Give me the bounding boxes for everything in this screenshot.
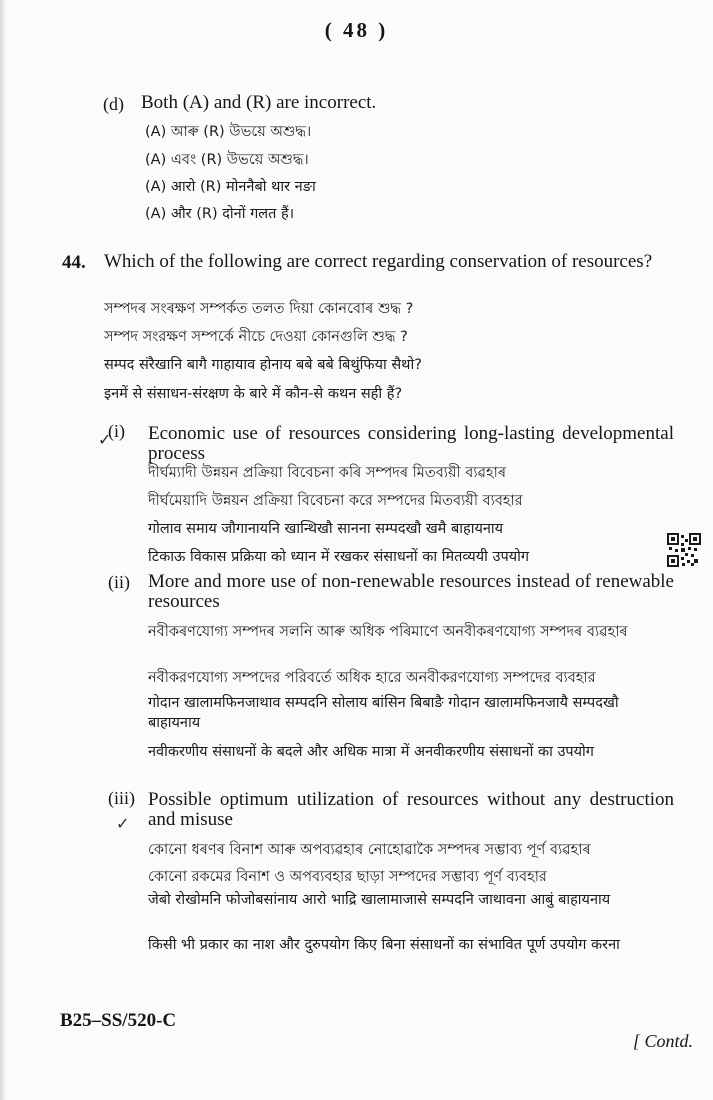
question-translation-hindi: इनमें से संसाधन-संरक्षण के बारे में कौन-से कथन सही हैं? [104,386,403,402]
translation-hindi: (A) और (R) दोनों गलत हैं। [145,206,295,222]
translation-hindi: किसी भी प्रकार का नाश और दुरुपयोग किए बिना संसाधनों का संभावित पूर्ण उपयोग करना [148,937,620,953]
translation-bodo: जेबो रोखोमनि फोजोबसांनाय आरो भाद्रि खालामाजासे सम्पदनि जाथावना आबुं बाहायनाय [148,892,611,908]
question-number: 44. [62,252,86,273]
question-translation-assamese: সম্পদৰ সংৰক্ষণ সম্পৰ্কত তলত দিয়া কোনবোৰ শুদ্ধ ? [104,301,414,317]
paper-code: B25–SS/520-C [60,1010,177,1031]
option-text: Economic use of resources considering long-lasting developmental process [148,423,674,464]
option-label: (i) [108,421,125,441]
translation-assamese: (A) আৰু (R) উভয়ে অশুদ্ধ। [145,124,312,140]
translation-assamese: কোনো ধৰণৰ বিনাশ আৰু অপব্যৱহাৰ নোহোৱাকৈ সম্পদৰ সম্ভাব্য পূৰ্ণ ব্যৱহাৰ [148,842,591,858]
translation-assamese: নবীকৰণযোগ্য সম্পদৰ সলনি আৰু অধিক পৰিমাণে অনবীকৰণযোগ্য সম্পদৰ ব্যৱহাৰ [148,624,628,640]
translation-bodo: गोदान खालामफिनजाथाव सम्पदनि सोलाय बांसिन बिबाङै गोदान खालामफिनजायै सम्पदखौ बाहायनाय [148,695,619,731]
page-number: ( 48 ) [324,18,389,42]
translation-bodo: (A) आरो (R) मोननैबो थार नङा [145,179,316,195]
question-translation-bengali: সম্পদ সংরক্ষণ সম্পর্কে নীচে দেওয়া কোনগুলি শুদ্ধ ? [104,329,408,345]
translation-bengali: কোনো রকমের বিনাশ ও অপব্যবহার ছাড়া সম্পদের সম্ভাব্য পূর্ণ ব্যবহার [148,869,547,885]
scan-shadow-edge [0,0,6,1100]
continued-label: [ Contd. [633,1031,694,1051]
option-text: Both (A) and (R) are incorrect. [141,92,377,113]
translation-bengali: (A) এবং (R) উভয়ে অশুদ্ধ। [145,152,309,168]
translation-bengali: দীর্ঘমেয়াদি উন্নয়ন প্রক্রিয়া বিবেচনা করে সম্পদের মিতব্যয়ী ব্যবহার [148,493,523,509]
question-text: Which of the following are correct regarding conservation of resources? [104,251,653,272]
translation-hindi: नवीकरणीय संसाधनों के बदले और अधिक मात्रा में अनवीकरणीय संसाधनों का उपयोग [148,744,594,760]
option-label: (d) [103,94,124,114]
translation-hindi: टिकाऊ विकास प्रक्रिया को ध्यान में रखकर संसाधनों का मितव्ययी उपयोग [148,549,530,565]
tick-mark: ✓ [116,814,130,833]
translation-assamese: দীৰ্ঘম্যাদী উন্নয়ন প্ৰক্ৰিয়া বিবেচনা কৰি সম্পদৰ মিতব্যয়ী ব্যৱহাৰ [148,465,507,481]
tick-mark: ✓ [98,430,112,449]
translation-bengali: নবীকরণযোগ্য সম্পদের পরিবর্তে অধিক হারে অনবীকরণযোগ্য সম্পদের ব্যবহার [148,670,596,686]
option-label: (ii) [108,572,130,592]
question-translation-bodo: सम्पद संरैखानि बागै गाहायाव होनाय बबे बबे बिथुंफिया सैथो? [104,357,422,373]
option-text: More and more use of non-renewable resources instead of renewable resources [148,571,674,612]
option-label: (iii) [108,788,135,808]
qr-code-icon [667,533,701,567]
translation-bodo: गोलाव समाय जौगानायनि खान्थिखौ सानना सम्पदखौ खमै बाहायनाय [148,521,504,537]
option-text: Possible optimum utilization of resources without any destruction and misuse [148,789,674,830]
